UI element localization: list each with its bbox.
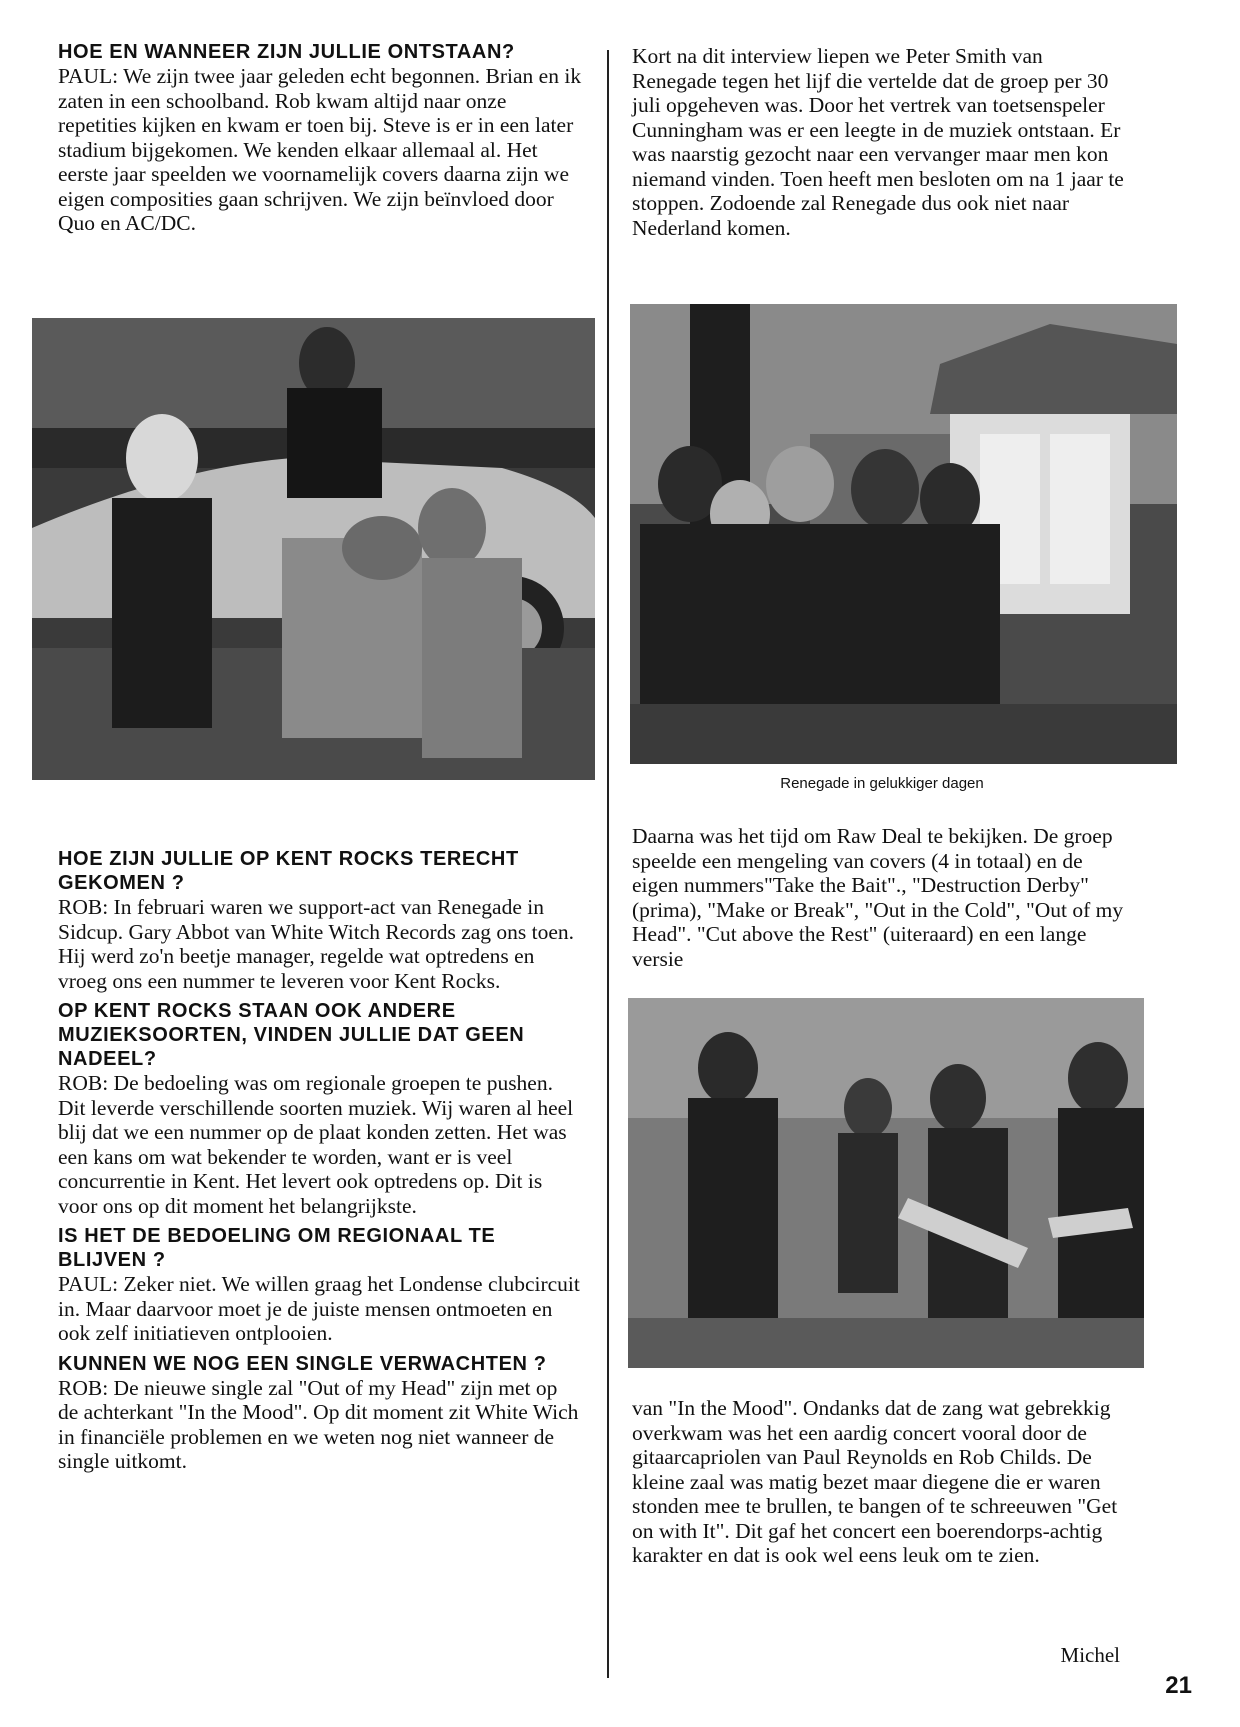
page-number: 21 [1165,1672,1192,1699]
author-signature: Michel [1060,1643,1120,1667]
renegade-photo [630,304,1177,764]
answer-3: ROB: De bedoeling was om regionale groepen te pushen. Dit leverde verschillende soorten muziek. Wij waren al heel blij dat we een nummer op de plaat konden zetten. Het was een kans om wat bekender te worden, want er is veel concurrentie in Kent. Het levert ook optredens op. Dit is voor ons op dit moment het belangrijkste. [58,1071,574,1218]
answer-5: ROB: De nieuwe single zal "Out of my Head" zijn met op de achterkant "In the Mood". Op dit moment zit White Wich in financiële problemen en we weten nog niet wanneer de single uitkomt. [58,1375,579,1473]
renegade-paragraph [632,44,1132,246]
answer-1: PAUL: We zijn twee jaar geleden echt begonnen. Brian en ik zaten in een schoolband. Rob kwam altijd naar onze repetities kijken en kwam er toen bij. Steve is er in een later stadium bijgekomen. We kenden elkaar allemaal al. Het eerste jaar speelden we voornamelijk covers daarna zijn we eigen composities gaan schrijven. We zijn beïnvloed door Quo en AC/DC. [58,64,582,235]
interview-block-2 [58,847,583,1480]
concert-paragraph-2 [632,1396,1132,1574]
column-divider [607,50,609,1678]
question-1: HOE EN WANNEER ZIJN JULLIE ONTSTAAN? [58,41,515,63]
question-2: HOE ZIJN JULLIE OP KENT ROCKS TERECHT GEKOMEN ? [58,848,519,894]
paragraph-3: van "In the Mood". Ondanks dat de zang wat gebrekkig overkwam was het een aardig concert vooral door de gitaarcapriolen van Paul Reynolds en Rob Childs. De kleine zaal was matig bezet maar diegene die er waren stonden mee te brullen, te bangen of te schreeuwen "Get on with It". Dit gaf het concert een boerendorps-achtig karakter en dat is ook wel eens leuk om te zien. [632,1396,1118,1567]
band-car-photo [32,318,595,780]
paragraph-1: Kort na dit interview liepen we Peter Smith van Renegade tegen het lijf die vertelde dat de groep per 30 juli opgeheven was. Door het vertrek van toetsenspeler Cunningham was er een leegte in de muziek ontstaan. Er was naarstig gezocht naar een vervanger maar men kon niemand vinden. Toen heeft men besloten om na 1 jaar te stoppen. Zodoende zal Renegade dus ook niet naar Nederland komen. [632,44,1124,240]
answer-4: PAUL: Zeker niet. We willen graag het Londense clubcircuit in. Maar daarvoor moet je de juiste mensen ontmoeten en ook zelf initiatieven ontplooien. [58,1272,580,1345]
question-3: OP KENT ROCKS STAAN OOK ANDERE MUZIEKSOORTEN, VINDEN JULLIE DAT GEEN NADEEL? [58,1000,525,1070]
photo-caption: Renegade in gelukkiger dagen [780,775,984,792]
answer-2: ROB: In februari waren we support-act van Renegade in Sidcup. Gary Abbot van White Witch Records zag ons toen. Hij werd zo'n beetje manager, regelde wat optredens en vroeg ons een nummer te leveren voor Kent Rocks. [58,895,575,993]
interview-block-1 [58,40,583,242]
concert-paragraph-1 [632,824,1132,977]
question-4: IS HET DE BEDOELING OM REGIONAAL TE BLIJVEN ? [58,1225,496,1271]
question-5: KUNNEN WE NOG EEN SINGLE VERWACHTEN ? [58,1352,547,1375]
paragraph-2: Daarna was het tijd om Raw Deal te bekijken. De groep speelde een mengeling van covers (4 in totaal) en de eigen nummers"Take the Bait"., "Destruction Derby" (prima), "Make or Break", "Out in the Cold", "Out of my Head". "Cut above the Rest" (uiteraard) en een lange versie [632,824,1124,971]
concert-photo [628,998,1144,1368]
